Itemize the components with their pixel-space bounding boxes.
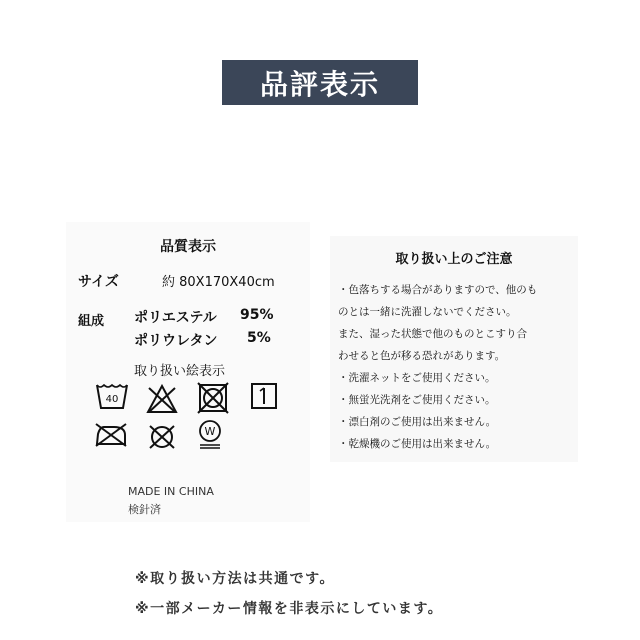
caution-card (330, 236, 578, 462)
quality-label-card (66, 222, 310, 522)
size-value: 約 80X170X40cm (162, 275, 275, 290)
caution-title: 取り扱い上のご注意 (395, 252, 513, 267)
no-iron-icon (94, 422, 128, 448)
no-dry-clean-icon (148, 424, 176, 450)
caution-note: わせると色が移る恐れがあります。 (338, 350, 506, 362)
footnote-common-care: ※取り扱い方法は共通です。 (135, 571, 335, 587)
inspected-text: 検針済 (128, 503, 161, 516)
caution-note: のとは一緒に洗濯しないでください。 (338, 306, 517, 318)
wash-temperature: 40 (105, 394, 119, 405)
page-title: 品評表示 (259, 67, 380, 101)
caution-note: ・乾燥機のご使用は出来ません。 (338, 438, 497, 450)
size-label: サイズ (78, 274, 119, 290)
no-tumble-dry-icon (197, 382, 229, 414)
fiber-name: ポリエステル (134, 310, 217, 326)
footnote-hidden-maker: ※一部メーカー情報を非表示にしています。 (135, 601, 444, 617)
page-title-banner (222, 60, 418, 105)
no-bleach-icon (146, 384, 178, 414)
wash-tub-icon (96, 382, 128, 410)
caution-note: ・色落ちする場合がありますので、他のも (338, 284, 538, 296)
fiber-percent: 95% (240, 307, 274, 323)
made-in-text: MADE IN CHINA (128, 485, 214, 498)
wet-clean-letter: W (204, 425, 216, 438)
wet-clean-icon (196, 418, 224, 450)
line-dry-icon (250, 382, 278, 410)
caution-note: また、湿った状態で他のものとこすり合 (338, 328, 527, 340)
caution-note: ・漂白剤のご使用は出来ません。 (338, 416, 497, 428)
caution-note: ・無蛍光洗剤をご使用ください。 (338, 394, 496, 406)
care-symbols-title: 取り扱い絵表示 (134, 364, 226, 379)
fiber-percent: 5% (247, 330, 271, 346)
fiber-name: ポリウレタン (134, 333, 218, 349)
caution-note: ・洗濯ネットをご使用ください。 (338, 372, 496, 384)
quality-label-title: 品質表示 (160, 239, 216, 255)
composition-label: 組成 (78, 314, 105, 329)
